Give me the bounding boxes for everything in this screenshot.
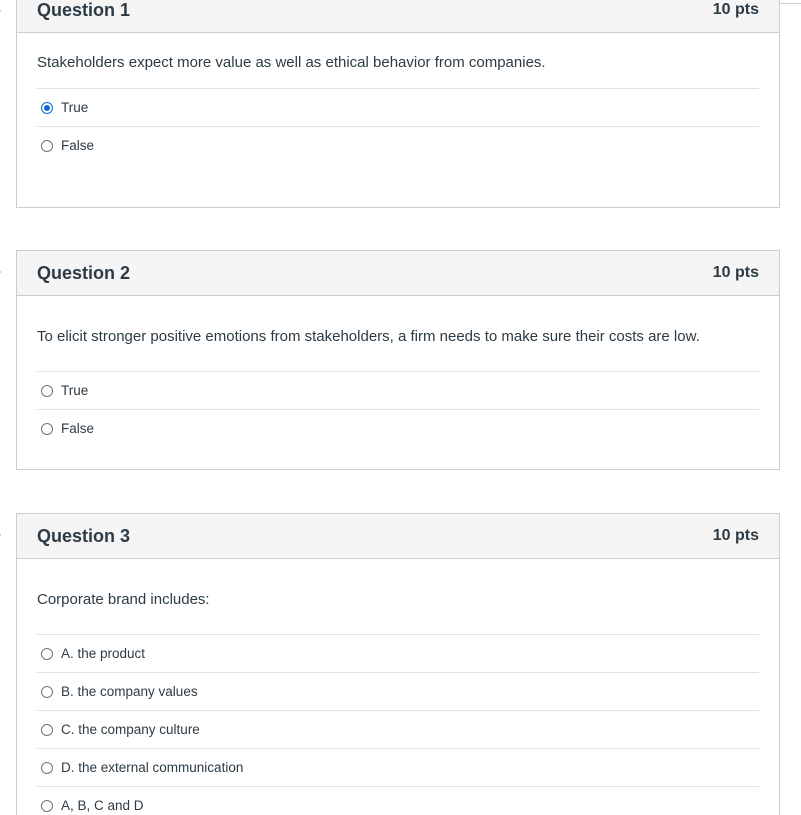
radio-icon[interactable] (41, 385, 53, 397)
answer-label: True (61, 383, 89, 398)
flag-question-icon[interactable] (0, 265, 6, 279)
question-title: Question 2 (37, 262, 131, 283)
question-points: 10 pts (712, 264, 759, 281)
answer-option[interactable] (37, 410, 759, 447)
answer-list (37, 634, 759, 815)
answer-option[interactable] (37, 673, 759, 711)
radio-icon[interactable] (41, 423, 53, 435)
question-3 (16, 513, 780, 815)
answer-option[interactable] (37, 711, 759, 749)
question-header (17, 0, 779, 33)
question-body (17, 559, 779, 815)
answer-label: False (61, 421, 95, 436)
answer-option[interactable] (37, 372, 759, 410)
question-points: 10 pts (712, 1, 759, 18)
radio-icon[interactable] (41, 648, 53, 660)
question-title: Question 3 (37, 525, 131, 546)
question-2 (16, 250, 780, 470)
question-1 (16, 0, 780, 208)
divider (780, 3, 801, 4)
answer-option[interactable] (37, 127, 759, 164)
radio-icon[interactable] (41, 140, 53, 152)
answer-label: A. the product (61, 646, 146, 661)
answer-list (37, 371, 759, 447)
radio-icon[interactable] (41, 762, 53, 774)
radio-icon[interactable] (41, 724, 53, 736)
question-points: 10 pts (712, 527, 759, 544)
answer-option[interactable] (37, 635, 759, 673)
answer-label: A, B, C and D (61, 798, 144, 813)
question-text: Stakeholders expect more value as well as ethical behavior from companies. (37, 54, 546, 71)
flag-question-icon[interactable] (0, 528, 6, 542)
question-body (17, 33, 779, 164)
question-title: Question 1 (37, 0, 131, 20)
answer-label: D. the external communication (61, 760, 244, 775)
question-body (17, 296, 779, 447)
question-header (17, 251, 779, 296)
radio-icon[interactable] (41, 686, 53, 698)
flag-question-icon[interactable] (0, 4, 6, 18)
radio-selected-icon[interactable] (41, 102, 53, 114)
answer-list (37, 88, 759, 164)
answer-label: True (61, 100, 89, 115)
answer-label: False (61, 138, 95, 153)
question-header (17, 514, 779, 559)
question-text: To elicit stronger positive emotions from stakeholders, a firm needs to make sure their costs are low. (37, 328, 700, 345)
answer-label: B. the company values (61, 684, 198, 699)
answer-option[interactable] (37, 787, 759, 815)
answer-label: C. the company culture (61, 722, 200, 737)
answer-option[interactable] (37, 749, 759, 787)
radio-icon[interactable] (41, 800, 53, 812)
question-text: Corporate brand includes: (37, 591, 210, 608)
answer-option[interactable] (37, 89, 759, 127)
